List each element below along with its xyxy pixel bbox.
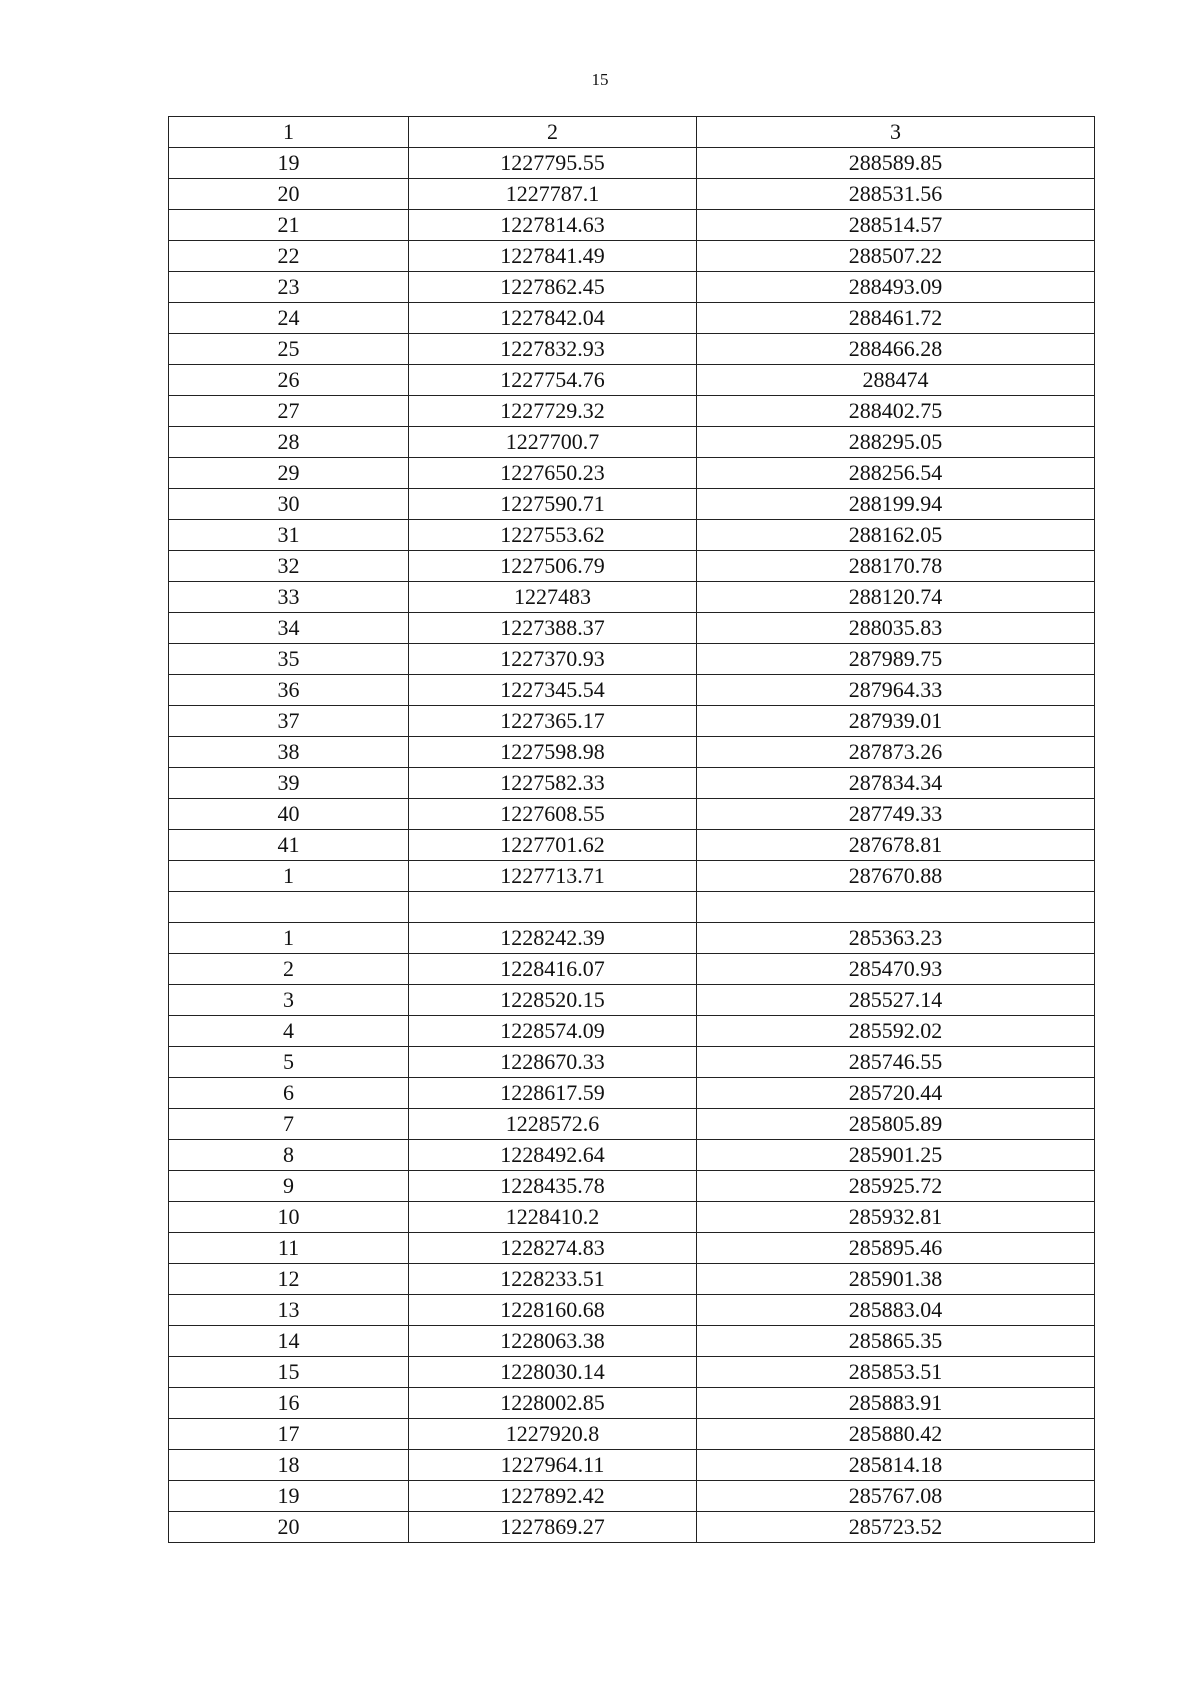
table-row <box>169 768 1095 799</box>
x-coordinate-cell: 1227892.42 <box>409 1481 697 1512</box>
point-number-cell: 20 <box>169 1512 409 1543</box>
table-row <box>169 582 1095 613</box>
table-row <box>169 179 1095 210</box>
x-coordinate-cell: 1227582.33 <box>409 768 697 799</box>
table-row <box>169 1264 1095 1295</box>
point-number-cell: 9 <box>169 1171 409 1202</box>
x-coordinate-cell: 1227841.49 <box>409 241 697 272</box>
point-number-cell: 15 <box>169 1357 409 1388</box>
column-header-3: 3 <box>697 117 1095 148</box>
y-coordinate-cell: 287964.33 <box>697 675 1095 706</box>
y-coordinate-cell: 285853.51 <box>697 1357 1095 1388</box>
coordinates-table <box>168 116 1095 1543</box>
table-row <box>169 1450 1095 1481</box>
point-number-cell: 27 <box>169 396 409 427</box>
x-coordinate-cell: 1227700.7 <box>409 427 697 458</box>
x-coordinate-cell: 1228274.83 <box>409 1233 697 1264</box>
y-coordinate-cell: 288120.74 <box>697 582 1095 613</box>
x-coordinate-cell: 1227795.55 <box>409 148 697 179</box>
table-row <box>169 954 1095 985</box>
point-number-cell: 1 <box>169 923 409 954</box>
point-number-cell: 32 <box>169 551 409 582</box>
x-coordinate-cell: 1227650.23 <box>409 458 697 489</box>
x-coordinate-cell: 1228617.59 <box>409 1078 697 1109</box>
y-coordinate-cell: 285925.72 <box>697 1171 1095 1202</box>
table-row <box>169 1326 1095 1357</box>
x-coordinate-cell: 1228492.64 <box>409 1140 697 1171</box>
y-coordinate-cell: 285470.93 <box>697 954 1095 985</box>
point-number-cell: 22 <box>169 241 409 272</box>
table-row <box>169 1047 1095 1078</box>
x-coordinate-cell: 1227365.17 <box>409 706 697 737</box>
y-coordinate-cell: 285932.81 <box>697 1202 1095 1233</box>
y-coordinate-cell: 287834.34 <box>697 768 1095 799</box>
page-number: 15 <box>591 70 609 89</box>
y-coordinate-cell: 288461.72 <box>697 303 1095 334</box>
y-coordinate-cell: 288170.78 <box>697 551 1095 582</box>
x-coordinate-cell: 1228670.33 <box>409 1047 697 1078</box>
x-coordinate-cell: 1227842.04 <box>409 303 697 334</box>
y-coordinate-cell: 288402.75 <box>697 396 1095 427</box>
table-body <box>169 148 1095 1543</box>
y-coordinate-cell: 285883.91 <box>697 1388 1095 1419</box>
y-coordinate-cell: 288493.09 <box>697 272 1095 303</box>
point-number-cell: 39 <box>169 768 409 799</box>
point-number-cell: 19 <box>169 1481 409 1512</box>
y-coordinate-cell: 288507.22 <box>697 241 1095 272</box>
x-coordinate-cell: 1227345.54 <box>409 675 697 706</box>
table-row <box>169 551 1095 582</box>
table-row <box>169 1233 1095 1264</box>
point-number-cell: 10 <box>169 1202 409 1233</box>
x-coordinate-cell <box>409 892 697 923</box>
point-number-cell: 8 <box>169 1140 409 1171</box>
point-number-cell: 1 <box>169 861 409 892</box>
point-number-cell: 19 <box>169 148 409 179</box>
table-row <box>169 241 1095 272</box>
table-row <box>169 830 1095 861</box>
point-number-cell: 6 <box>169 1078 409 1109</box>
table-row <box>169 489 1095 520</box>
x-coordinate-cell: 1227729.32 <box>409 396 697 427</box>
y-coordinate-cell: 285883.04 <box>697 1295 1095 1326</box>
table-row <box>169 1140 1095 1171</box>
y-coordinate-cell: 287873.26 <box>697 737 1095 768</box>
table-row <box>169 303 1095 334</box>
x-coordinate-cell: 1227608.55 <box>409 799 697 830</box>
table-row <box>169 1419 1095 1450</box>
point-number-cell: 36 <box>169 675 409 706</box>
table-row <box>169 210 1095 241</box>
point-number-cell: 7 <box>169 1109 409 1140</box>
table-row <box>169 799 1095 830</box>
table-row <box>169 520 1095 551</box>
y-coordinate-cell: 288474 <box>697 365 1095 396</box>
x-coordinate-cell: 1227506.79 <box>409 551 697 582</box>
table-row <box>169 1357 1095 1388</box>
y-coordinate-cell: 287989.75 <box>697 644 1095 675</box>
x-coordinate-cell: 1228416.07 <box>409 954 697 985</box>
point-number-cell: 5 <box>169 1047 409 1078</box>
point-number-cell: 16 <box>169 1388 409 1419</box>
y-coordinate-cell <box>697 892 1095 923</box>
y-coordinate-cell: 285720.44 <box>697 1078 1095 1109</box>
table-row <box>169 334 1095 365</box>
x-coordinate-cell: 1227832.93 <box>409 334 697 365</box>
y-coordinate-cell: 287749.33 <box>697 799 1095 830</box>
y-coordinate-cell: 285527.14 <box>697 985 1095 1016</box>
point-number-cell: 26 <box>169 365 409 396</box>
y-coordinate-cell: 285767.08 <box>697 1481 1095 1512</box>
x-coordinate-cell: 1227754.76 <box>409 365 697 396</box>
point-number-cell: 37 <box>169 706 409 737</box>
y-coordinate-cell: 288514.57 <box>697 210 1095 241</box>
point-number-cell: 38 <box>169 737 409 768</box>
x-coordinate-cell: 1227483 <box>409 582 697 613</box>
table-row <box>169 644 1095 675</box>
table-row <box>169 861 1095 892</box>
x-coordinate-cell: 1227590.71 <box>409 489 697 520</box>
x-coordinate-cell: 1227553.62 <box>409 520 697 551</box>
x-coordinate-cell: 1228435.78 <box>409 1171 697 1202</box>
y-coordinate-cell: 285592.02 <box>697 1016 1095 1047</box>
point-number-cell: 28 <box>169 427 409 458</box>
table-row <box>169 613 1095 644</box>
table-header-row <box>169 117 1095 148</box>
table-row <box>169 458 1095 489</box>
point-number-cell: 23 <box>169 272 409 303</box>
y-coordinate-cell: 288295.05 <box>697 427 1095 458</box>
y-coordinate-cell: 285805.89 <box>697 1109 1095 1140</box>
x-coordinate-cell: 1228160.68 <box>409 1295 697 1326</box>
point-number-cell: 14 <box>169 1326 409 1357</box>
y-coordinate-cell: 285865.35 <box>697 1326 1095 1357</box>
y-coordinate-cell: 285901.38 <box>697 1264 1095 1295</box>
table-row <box>169 1481 1095 1512</box>
point-number-cell: 2 <box>169 954 409 985</box>
y-coordinate-cell: 287670.88 <box>697 861 1095 892</box>
table-row <box>169 706 1095 737</box>
table-row <box>169 272 1095 303</box>
point-number-cell <box>169 892 409 923</box>
table-row <box>169 923 1095 954</box>
point-number-cell: 41 <box>169 830 409 861</box>
point-number-cell: 13 <box>169 1295 409 1326</box>
point-number-cell: 17 <box>169 1419 409 1450</box>
x-coordinate-cell: 1228002.85 <box>409 1388 697 1419</box>
y-coordinate-cell: 285746.55 <box>697 1047 1095 1078</box>
point-number-cell: 40 <box>169 799 409 830</box>
y-coordinate-cell: 288589.85 <box>697 148 1095 179</box>
point-number-cell: 12 <box>169 1264 409 1295</box>
y-coordinate-cell: 288035.83 <box>697 613 1095 644</box>
y-coordinate-cell: 288466.28 <box>697 334 1095 365</box>
y-coordinate-cell: 285723.52 <box>697 1512 1095 1543</box>
x-coordinate-cell: 1227713.71 <box>409 861 697 892</box>
x-coordinate-cell: 1228242.39 <box>409 923 697 954</box>
point-number-cell: 4 <box>169 1016 409 1047</box>
table-row <box>169 427 1095 458</box>
point-number-cell: 33 <box>169 582 409 613</box>
x-coordinate-cell: 1227701.62 <box>409 830 697 861</box>
x-coordinate-cell: 1227814.63 <box>409 210 697 241</box>
table-row <box>169 1512 1095 1543</box>
x-coordinate-cell: 1227787.1 <box>409 179 697 210</box>
point-number-cell: 18 <box>169 1450 409 1481</box>
y-coordinate-cell: 285895.46 <box>697 1233 1095 1264</box>
point-number-cell: 24 <box>169 303 409 334</box>
table-row <box>169 396 1095 427</box>
x-coordinate-cell: 1227869.27 <box>409 1512 697 1543</box>
x-coordinate-cell: 1227964.11 <box>409 1450 697 1481</box>
table-row <box>169 148 1095 179</box>
point-number-cell: 21 <box>169 210 409 241</box>
y-coordinate-cell: 285814.18 <box>697 1450 1095 1481</box>
x-coordinate-cell: 1228030.14 <box>409 1357 697 1388</box>
point-number-cell: 35 <box>169 644 409 675</box>
table-row <box>169 1078 1095 1109</box>
column-header-2: 2 <box>409 117 697 148</box>
x-coordinate-cell: 1227598.98 <box>409 737 697 768</box>
x-coordinate-cell: 1228063.38 <box>409 1326 697 1357</box>
table-row <box>169 892 1095 923</box>
table-row <box>169 985 1095 1016</box>
table-row <box>169 1109 1095 1140</box>
point-number-cell: 20 <box>169 179 409 210</box>
table-row <box>169 675 1095 706</box>
y-coordinate-cell: 287939.01 <box>697 706 1095 737</box>
point-number-cell: 31 <box>169 520 409 551</box>
y-coordinate-cell: 288162.05 <box>697 520 1095 551</box>
x-coordinate-cell: 1228410.2 <box>409 1202 697 1233</box>
table-row <box>169 365 1095 396</box>
y-coordinate-cell: 285880.42 <box>697 1419 1095 1450</box>
y-coordinate-cell: 288531.56 <box>697 179 1095 210</box>
point-number-cell: 30 <box>169 489 409 520</box>
table-row <box>169 1202 1095 1233</box>
x-coordinate-cell: 1228233.51 <box>409 1264 697 1295</box>
x-coordinate-cell: 1228574.09 <box>409 1016 697 1047</box>
y-coordinate-cell: 285363.23 <box>697 923 1095 954</box>
point-number-cell: 34 <box>169 613 409 644</box>
table-row <box>169 1171 1095 1202</box>
x-coordinate-cell: 1228520.15 <box>409 985 697 1016</box>
x-coordinate-cell: 1227388.37 <box>409 613 697 644</box>
y-coordinate-cell: 288256.54 <box>697 458 1095 489</box>
point-number-cell: 29 <box>169 458 409 489</box>
x-coordinate-cell: 1227370.93 <box>409 644 697 675</box>
x-coordinate-cell: 1228572.6 <box>409 1109 697 1140</box>
y-coordinate-cell: 285901.25 <box>697 1140 1095 1171</box>
y-coordinate-cell: 288199.94 <box>697 489 1095 520</box>
x-coordinate-cell: 1227920.8 <box>409 1419 697 1450</box>
table-row <box>169 1295 1095 1326</box>
point-number-cell: 25 <box>169 334 409 365</box>
table-row <box>169 1016 1095 1047</box>
table-row <box>169 1388 1095 1419</box>
x-coordinate-cell: 1227862.45 <box>409 272 697 303</box>
point-number-cell: 11 <box>169 1233 409 1264</box>
y-coordinate-cell: 287678.81 <box>697 830 1095 861</box>
column-header-1: 1 <box>169 117 409 148</box>
table-row <box>169 737 1095 768</box>
point-number-cell: 3 <box>169 985 409 1016</box>
